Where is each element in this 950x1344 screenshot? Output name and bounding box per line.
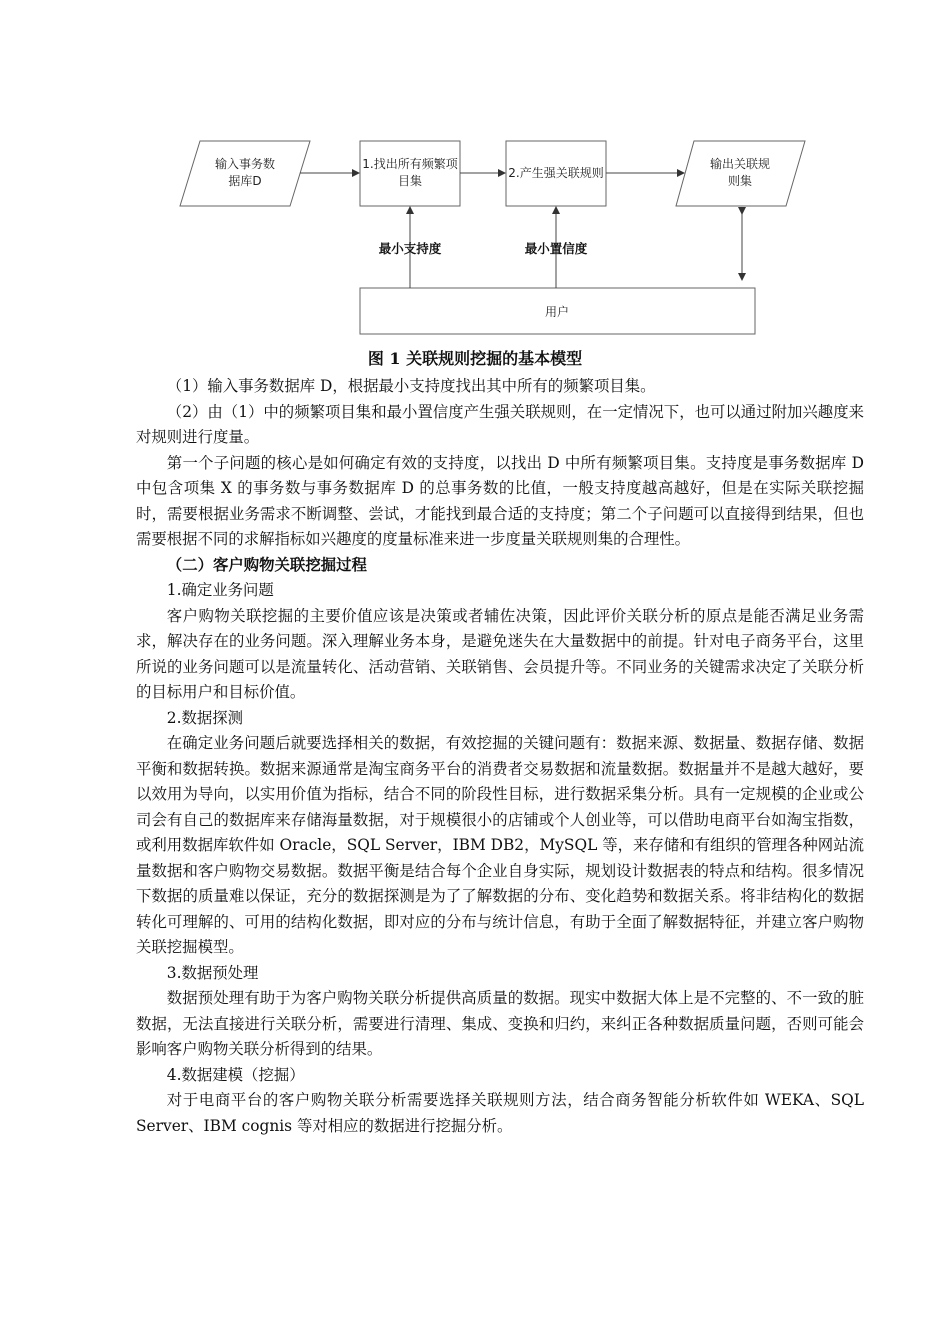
subsection-title: 2.数据探测 bbox=[166, 708, 244, 727]
paragraph: （1）输入事务数据库 D，根据最小支持度找出其中所有的频繁项目集。 bbox=[166, 377, 656, 395]
output-rules-label: 输出关联规则集 bbox=[709, 157, 771, 188]
subsection-title: 4.数据建模（挖掘） bbox=[166, 1065, 305, 1084]
paragraph: 第一个子问题的核心是如何确定有效的支持度，以找出 D 中所有频繁项目集。支持度是事务数据库 D 中包含项集 X 的事务数与事务数据库 D 的总事务数的比值，一般支持度越高越好，但是在实际关联挖掘时，需要根据业务需求不断调整、尝试，才能找到最合适的支持度；第二个子问题可以直接得到结果，但也需要根据不同的求解指标如兴趣度的度量标准来进一步度量关联规则集的合理性。 bbox=[136, 453, 864, 548]
input-db-label: 输入事务数据库D bbox=[214, 157, 276, 188]
find-frequent-label: 1.找出所有频繁项目集 bbox=[362, 157, 458, 188]
paragraph: 客户购物关联挖掘的主要价值应该是决策或者辅佐决策，因此评价关联分析的原点是能否满足业务需求，解决存在的业务问题。深入理解业务本身，是避免迷失在大量数据中的前提。针对电子商务平台，这里所说的业务问题可以是流量转化、活动营销、关联销售、会员提升等。不同业务的关键需求决定了关联分析的目标用户和目标价值。 bbox=[136, 606, 864, 701]
section-heading: （二）客户购物关联挖掘过程 bbox=[166, 555, 367, 574]
subsection-title: 3.数据预处理 bbox=[166, 963, 259, 982]
paragraph: （2）由（1）中的频繁项目集和最小置信度产生强关联规则，在一定情况下，也可以通过附加兴趣度来对规则进行度量。 bbox=[136, 402, 864, 446]
body-text bbox=[136, 374, 864, 1139]
gen-rules-label: 2.产生强关联规则 bbox=[508, 166, 604, 180]
paragraph: 对于电商平台的客户购物关联分析需要选择关联规则方法，结合商务智能分析软件如 WEKA、SQL Server、IBM cognis 等对相应的数据进行挖掘分析。 bbox=[136, 1091, 864, 1135]
min-confidence-label: 最小置信度 bbox=[524, 241, 588, 256]
paragraph: 数据预处理有助于为客户购物关联分析提供高质量的数据。现实中数据大体上是不完整的、不一致的脏数据，无法直接进行关联分析，需要进行清理、集成、变换和归约，来纠正各种数据质量问题，否则可能会影响客户购物关联分析得到的结果。 bbox=[136, 989, 864, 1058]
paragraph: 在确定业务问题后就要选择相关的数据，有效挖掘的关键问题有：数据来源、数据量、数据存储、数据平衡和数据转换。数据来源通常是淘宝商务平台的消费者交易数据和流量数据。数据量并不是越大越好，要以效用为导向，以实用价值为指标，结合不同的阶段性目标，进行数据采集分析。具有一定规模的企业或公司会有自己的数据库来存储海量数据，对于规模很小的店铺或个人创业等，可以借助电商平台如淘宝指数，或利用数据库软件如 Oracle，SQL Server，IBM DB2，MySQL 等，来存储和有组织的管理各种网站流量数据和客户购物交易数据。数据平衡是结合每个企业自身实际，规划设计数据表的特点和结构。很多情况下数据的质量难以保证，充分的数据探测是为了了解数据的分布、变化趋势和数据关系。将非结构化的数据转化可理解的、可用的结构化数据，即对应的分布与统计信息，有助于全面了解数据特征，并建立客户购物关联挖掘模型。 bbox=[136, 734, 864, 956]
figure-caption: 图 1 关联规则挖掘的基本模型 bbox=[367, 349, 583, 368]
user-label: 用户 bbox=[544, 305, 570, 319]
min-support-label: 最小支持度 bbox=[378, 241, 442, 256]
association-rule-flowchart bbox=[0, 0, 950, 345]
subsection-title: 1.确定业务问题 bbox=[166, 581, 274, 599]
